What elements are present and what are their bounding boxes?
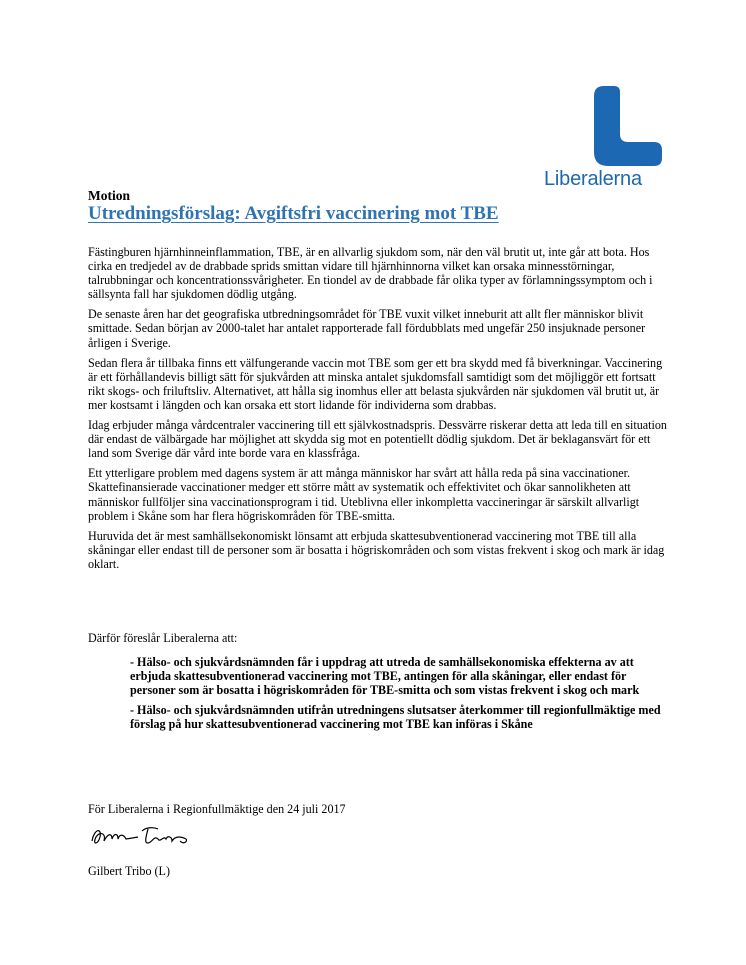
document-type: Motion <box>88 188 130 203</box>
page-title: Utredningsförslag: Avgiftsfri vaccinering mot TBE <box>88 203 499 224</box>
body-paragraph: Fästingburen hjärnhinneinflammation, TBE, är en allvarlig sjukdom som, när den väl brutit ut, inte går att bota. Hos cirka en tredjedel av de drabbade sprids smittan vidare till hjärnhinnorna vilket kan orsaka minnesstörningar, talrubbningar och koncentrationssvårigheter. En tiondel av de drabbade får olika typer av förlamningssymptom och i sällsynta fall har sjukdomen dödlig utgång. <box>88 245 653 302</box>
liberalerna-logo <box>544 86 662 192</box>
body-paragraph: Huruvida det är mest samhällsekonomiskt lönsamt att erbjuda skattesubventionerad vaccinering mot TBE till alla skåningar eller endast till de personer som är bosatta i högriskområden och som vistas frekvent i skog och mark är idag oklart. <box>88 528 665 571</box>
body-paragraph: Ett ytterligare problem med dagens system är att många människor har svårt att hålla reda på sina vaccinationer. Skattefinansierade vaccinationer medger ett större mått av systematik och effektivitet och ökar sannolikheten att människor fullföljer sina vaccinationsprogram i tid. Uteblivna eller inkompletta vaccineringar är särskilt allvarligt problem i Skåne som har flera högriskområden för TBE-smitta. <box>88 466 640 523</box>
body-paragraph: Sedan flera år tillbaka finns ett välfungerande vaccin mot TBE som ger ett bra skydd med få biverkningar. Vaccinering är ett förhållandevis billigt sätt för sjukvården att minska antalet sjukdomsfall samtidigt som det möjliggör ett fortsatt rikt skogs- och friluftsliv. Alternativet, att hålla sig inomhus eller att belasta sjukvården när sjukdomen väl brutit ut, är mer kostsamt i längden och kan orsaka ett stort lidande för individerna som drabbas. <box>88 355 663 412</box>
proposal-intro: Därför föreslår Liberalerna att: <box>88 631 238 645</box>
signer-name: Gilbert Tribo (L) <box>88 864 170 878</box>
motion-body <box>88 245 668 577</box>
proposal-item: - Hälso- och sjukvårdsnämnden utifrån utredningens slutsatser återkommer till regionfullmäktige med förslag på hur skattesubventionerad vaccinering mot TBE kan införas i Skåne <box>130 703 661 732</box>
body-paragraph: Idag erbjuder många vårdcentraler vaccinering till ett självkostnadspris. Dessvärre riskerar detta att leda till en situation där endast de välbärgade har möjlighet att skydda sig mot en potentiellt dödlig sjukdom. Det är beklagansvärt för ett land som Sverige där vård inte borde vara en klassfråga. <box>88 418 667 461</box>
body-paragraph: De senaste åren har det geografiska utbredningsområdet för TBE vuxit vilket inneburit att allt fler människor blivit smittade. Sedan början av 2000-talet har antalet rapporterade fall fördubblats med ungefär 250 insjuknade personer årligen i Sverige. <box>88 307 646 350</box>
signoff-line: För Liberalerna i Regionfullmäktige den 24 juli 2017 <box>88 802 346 816</box>
proposal-item: - Hälso- och sjukvårdsnämnden får i uppdrag att utreda de samhällsekonomiska effekterna av att erbjuda skattesubventionerad vaccinering mot TBE, antingen för alla skåningar, eller endast för personer som är bosatta i högriskområden för TBE-smitta och som vistas frekvent i skog och mark <box>130 655 640 698</box>
liberalerna-L-icon <box>594 86 662 166</box>
logo-wordmark: Liberalerna <box>544 168 642 190</box>
signature-icon <box>88 823 194 851</box>
proposal-list <box>130 655 670 737</box>
